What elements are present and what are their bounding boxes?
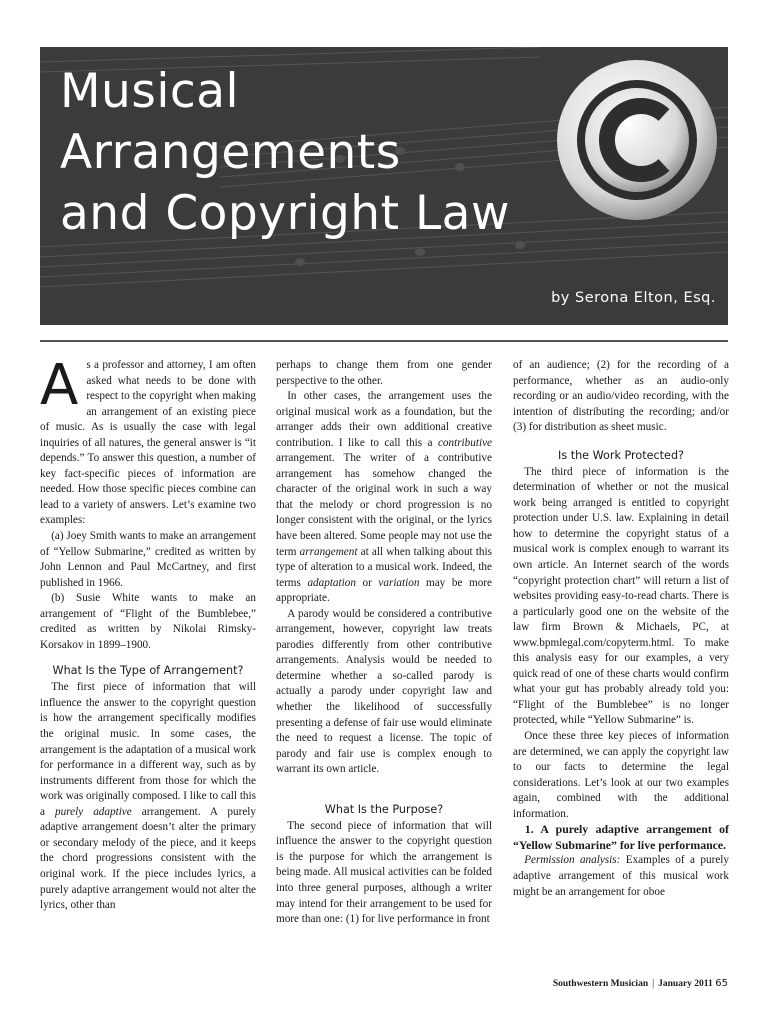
article-title	[60, 61, 510, 244]
paragraph: Permission analysis: Examples of a purely adaptive arrangement of this musical work might be an arrangement for oboe	[513, 854, 729, 898]
section-heading-protected: Is the Work Protected?	[558, 448, 684, 462]
section-heading-type: What Is the Type of Arrangement?	[52, 664, 244, 678]
page-number: 65	[715, 978, 728, 989]
paragraph: In other cases, the arrangement uses the original musical work as a foundation, but the arranger adds their own additional creative contribution. I like to call this a contributive arrangement. The writer of a contributive arrangement has somehow changed the character of the original work in such a way that the melody or chord progression is no longer consistent with the original, or the lyrics have been altered. Some people may not use the term arrangement at all when talking about this type of alteration to a musical work. Indeed, the terms adaptation or variation may be more appropriate.	[276, 390, 492, 605]
copyright-symbol-icon	[552, 55, 722, 225]
drop-cap: A	[40, 353, 79, 418]
example-a: (a) Joey Smith wants to make an arrangement of “Yellow Submarine,” credited as written by John Lennon and Paul McCartney, and first published in 1966.	[40, 530, 256, 589]
footer-separator: |	[652, 978, 655, 989]
example-b: (b) Susie White wants to make an arrangement of “Flight of the Bumblebee,” credited as written by Nikolai Rimsky-Korsakov in 1899–1900.	[40, 592, 256, 651]
paragraph: The first piece of information that will influence the answer to the copyright question is how the arrangement specifically modifies the original music. In some cases, the arrangement is the adaptation of a musical work for performance in a different way, such as by instruments different from those for which the work was originally composed. I like to call this a purely adaptive arrangement. A purely adaptive arrangement doesn’t alter the primary or secondary melody of the piece, and it keeps the chord progressions consistent with the original work. If the piece includes lyrics, a purely adaptive arrangement would not alter the lyrics, other than	[40, 681, 256, 912]
intro-paragraph: As a professor and attorney, I am often asked what needs to be done with respect to the copyright when making an arrangement of an existing piece of music. As is usually the case with legal inquiries of all natures, the general answer is “it depends.” To answer this question, a number of key fact-specific pieces of information are needed. How those specific pieces combine can lead to a variety of answers. Let’s examine two examples:	[40, 353, 256, 527]
paragraph: of an audience; (2) for the recording of a performance, whether as an audio-only recording or an audio/video recording, with the intention of distributing the recording; and/or (3) for distribution as sheet music.	[513, 359, 729, 434]
column-2	[276, 358, 492, 928]
byline: by Serona Elton, Esq.	[551, 290, 716, 306]
paragraph: The third piece of information is the determination of whether or not the musical work being arranged is entitled to copyright protection under U.S. law. Explaining in detail how to determine the copyright status of a musical work is complex enough to warrant its own article. An Internet search of the words “copyright protection chart” will return a list of websites providing easy-to-read charts. There is a particularly good one on the website of the law firm Brown & Michaels, PC, at www.bpmlegal.com/copyterm.html. To make this analysis easy for our examples, a very quick read of one of these charts would confirm what your gut has probably already told you: “Flight of the Bumblebee” is no longer protected, while “Yellow Submarine” is.	[513, 465, 729, 727]
title-line-1: Musical	[60, 64, 240, 119]
title-line-2: Arrangements	[60, 125, 401, 180]
paragraph: Once these three key pieces of information are determined, we can apply the copyright law to our facts to determine the legal considerations. Let’s look at our two examples again, combined with the additional information.	[513, 730, 729, 820]
issue-date: January 2011	[658, 979, 713, 989]
paragraph: A parody would be considered a contributive arrangement, however, copyright law treats parodies differently from other contributive arrangements. Analysis would be needed to determine whether a so-called parody is actually a parody under copyright law and whether the likelihood of successfully presenting a defense of fair use would eliminate the need to request a license. The topic of parody and fair use is complex enough to warrant its own article.	[276, 607, 492, 776]
divider	[40, 340, 728, 342]
title-line-3: and Copyright Law	[60, 186, 510, 241]
section-heading-purpose: What Is the Purpose?	[324, 802, 444, 816]
publication-name: Southwestern Musician	[552, 979, 649, 989]
column-1	[40, 353, 256, 914]
paragraph: perhaps to change them from one gender perspective to the other.	[276, 359, 492, 387]
paragraph: The second piece of information that will influence the answer to the copyright question is the purpose for which the arrangement is being made. All musical activities can be folded into three general purposes, although a writer may intend for their arrangement to be used for more than one: (1) for live performance in front	[276, 819, 492, 926]
page-footer	[470, 978, 728, 989]
example-heading: 1. A purely adaptive arrangement of “Yellow Submarine” for live performance.	[513, 822, 729, 852]
title-banner	[40, 47, 728, 325]
column-3	[513, 358, 729, 900]
